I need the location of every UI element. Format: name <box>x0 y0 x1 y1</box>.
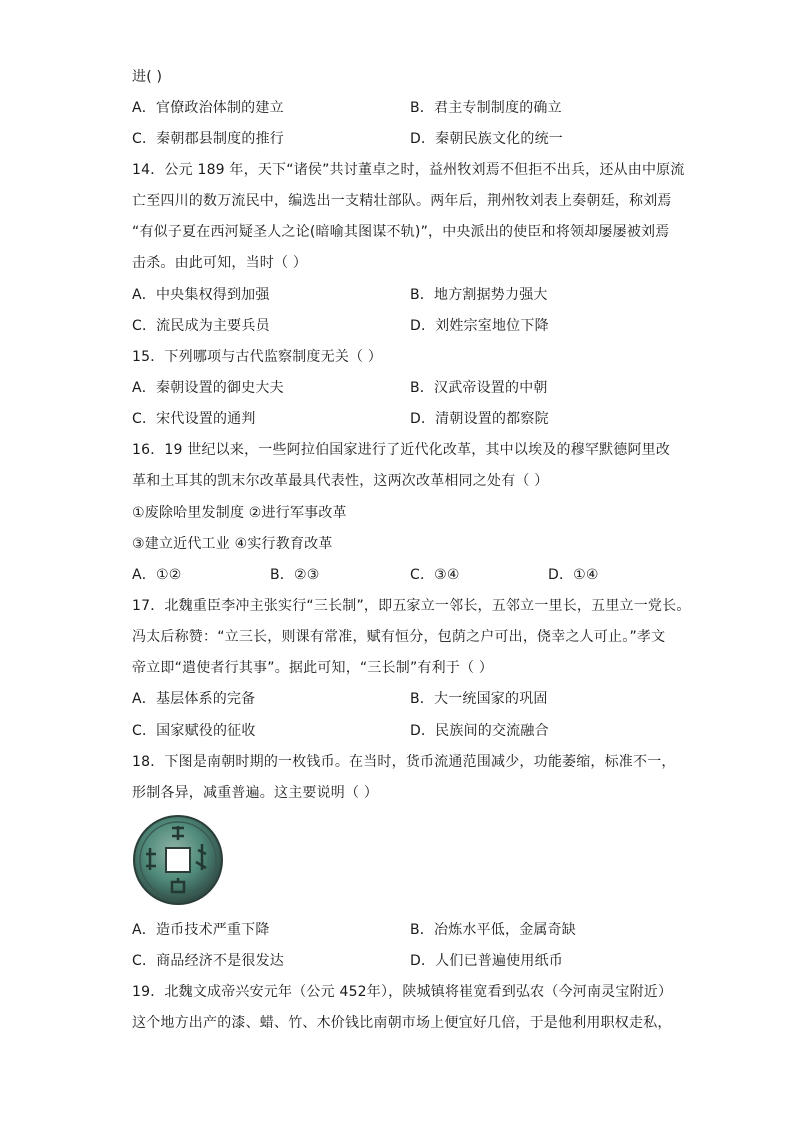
q13-option-a: A．官僚政治体制的建立 <box>132 100 284 116</box>
q17-stem-line-2: 冯太后称赞：“立三长，则课有常准，赋有恒分，包荫之户可出，侥幸之人可止。”孝文 <box>132 629 666 645</box>
q13-option-d: D．秦朝民族文化的统一 <box>410 131 563 147</box>
q17-option-b: B．大一统国家的巩固 <box>410 691 548 707</box>
q13-option-b: B．君主专制制度的确立 <box>410 100 562 116</box>
q18-option-d: D．人们已普遍使用纸币 <box>410 953 563 969</box>
q14-option-c: C．流民成为主要兵员 <box>132 318 270 334</box>
q17-option-d: D．民族间的交流融合 <box>410 723 549 739</box>
q18-option-c: C．商品经济不是很发达 <box>132 953 284 969</box>
q16-items-line-1: ①废除哈里发制度 ②进行军事改革 <box>132 505 347 521</box>
q15-option-a: A．秦朝设置的御史大夫 <box>132 380 284 396</box>
q14-stem-line-3: “有似子夏在西河疑圣人之论(暗喻其图谋不轨)”，中央派出的使臣和将领却屡屡被刘焉 <box>132 224 670 240</box>
q16-items-line-2: ③建立近代工业 ④实行教育改革 <box>132 536 333 552</box>
q14-stem-line-1: 14．公元 189 年，天下“诸侯”共讨董卓之时，益州牧刘焉不但拒不出兵，还从由中原流 <box>132 162 685 178</box>
q15-stem: 15．下列哪项与古代监察制度无关（ ） <box>132 349 383 365</box>
q14-stem-line-4: 击杀。由此可知，当时（ ） <box>132 255 308 271</box>
q18-stem-line-1: 18．下图是南朝时期的一枚钱币。在当时，货币流通范围减少，功能萎缩，标准不一， <box>132 754 676 770</box>
q17-option-a: A．基层体系的完备 <box>132 691 256 707</box>
ancient-coin-icon <box>132 814 224 906</box>
q16-stem-line-2: 革和土耳其的凯末尔改革最具代表性，这两次改革相同之处有（ ） <box>132 473 549 489</box>
q15-option-c: C．宋代设置的通判 <box>132 411 256 427</box>
q18-stem-line-2: 形制各异，减重普遍。这主要说明（ ） <box>132 785 379 801</box>
q19-stem-line-1: 19．北魏文成帝兴安元年（公元 452年），陕城镇将崔宽看到弘农（今河南灵宝附近） <box>132 984 673 1000</box>
q14-option-a: A．中央集权得到加强 <box>132 287 270 303</box>
q15-option-b: B．汉武帝设置的中朝 <box>410 380 548 396</box>
q16-option-d: D．①④ <box>548 567 599 583</box>
q14-stem-line-2: 亡至四川的数万流民中，编选出一支精壮部队。两年后，荆州牧刘表上奏朝廷，称刘焉 <box>132 193 672 209</box>
q18-option-b: B．冶炼水平低，金属奇缺 <box>410 922 577 938</box>
q14-option-b: B．地方割据势力强大 <box>410 287 548 303</box>
q18-option-a: A．造币技术严重下降 <box>132 922 270 938</box>
q17-option-c: C．国家赋役的征收 <box>132 723 256 739</box>
q16-stem-line-1: 16．19 世纪以来，一些阿拉伯国家进行了近代化改革，其中以埃及的穆罕默德阿里改 <box>132 442 671 458</box>
q16-option-a: A．①② <box>132 567 182 583</box>
q14-option-d: D．刘姓宗室地位下降 <box>410 318 549 334</box>
q16-option-c: C．③④ <box>410 567 460 583</box>
q13-stem-end: 进( ) <box>132 69 163 85</box>
q19-stem-line-2: 这个地方出产的漆、蜡、竹、木价钱比南朝市场上便宜好几倍，于是他利用职权走私， <box>132 1015 672 1031</box>
q15-option-d: D．清朝设置的都察院 <box>410 411 549 427</box>
q16-option-b: B．②③ <box>270 567 320 583</box>
q17-stem-line-1: 17．北魏重臣李冲主张实行“三长制”，即五家立一邻长，五邻立一里长，五里立一党长。 <box>132 598 691 614</box>
q13-option-c: C．秦朝郡县制度的推行 <box>132 131 284 147</box>
q17-stem-line-3: 帝立即“遣使者行其事”。据此可知，“三长制”有利于（ ） <box>132 660 494 676</box>
